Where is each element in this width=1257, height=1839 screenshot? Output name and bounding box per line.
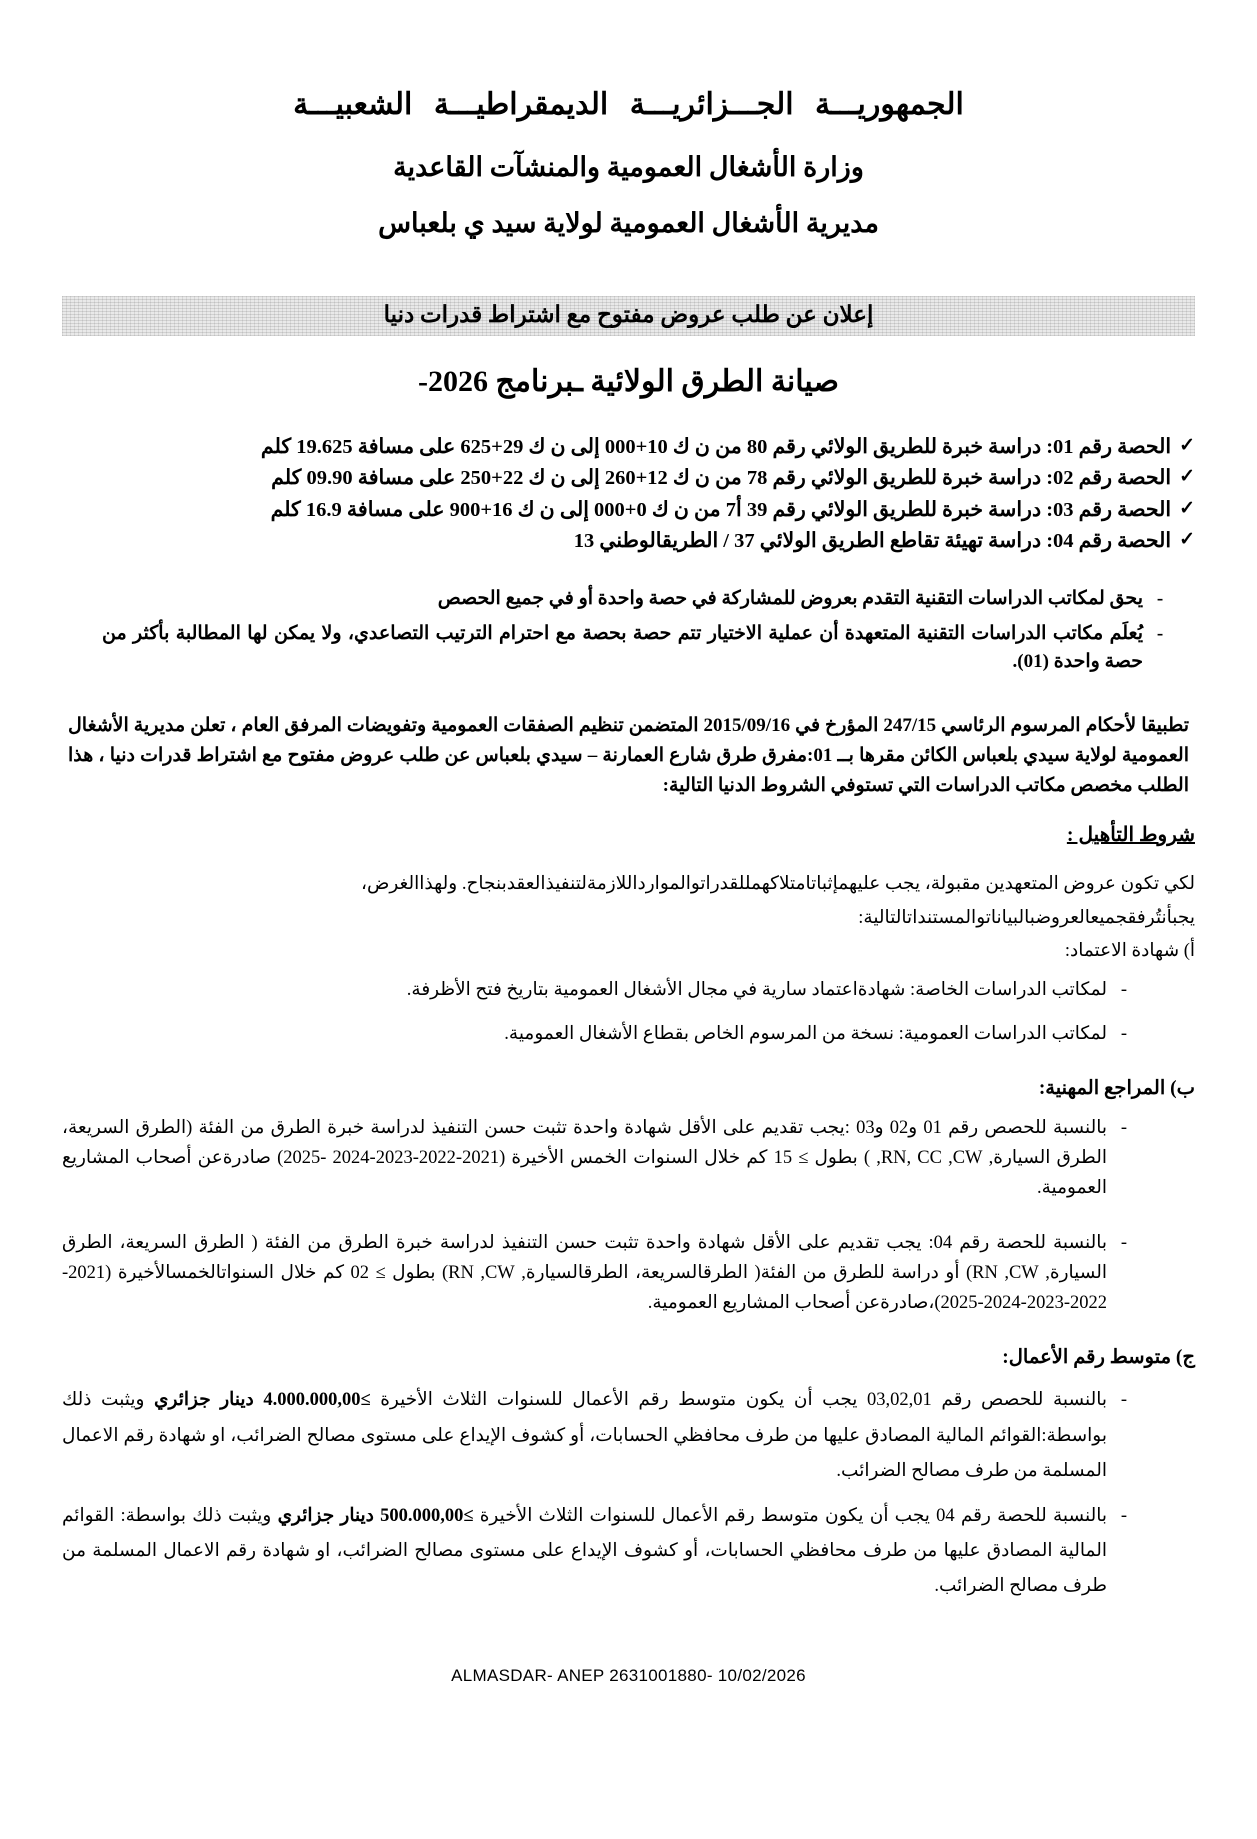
section-b-heading: ب) المراجع المهنية: xyxy=(1038,1077,1195,1099)
intro-paragraph: تطبيقا لأحكام المرسوم الرئاسي 247/15 المؤرخ في 2015/09/16 المتضمن تنظيم الصفقات العمومية وتفويضات المرفق العام ، تعلن مديرية الأشغال العمومية لولاية سيدي بلعباس الكائن مقرها بــ 01:مفرق طرق شارع العمارنة – سيدي بلعباس عن طلب عروض مفتوح مع اشتراط قدرات دنيا ، هذا الطلب مخصص مكاتب الدراسات التي تستوفي الشروط الدنيا التالية: xyxy=(68,714,1190,797)
turnover-lot-4-block xyxy=(62,1499,1107,1604)
turnover-lot-4-prefix: بالنسبة للحصة رقم 04 يجب أن يكون متوسط رقم الأعمال للسنوات الثلاث الأخيرة xyxy=(479,1505,1107,1526)
dash-bullet-icon: - xyxy=(1156,622,1164,644)
list-item xyxy=(102,620,1177,677)
list-item xyxy=(62,433,1195,461)
header-republic-line: الجمهوريـــة الجـــزائريـــة الديمقراطيـــة الشعبيـــة xyxy=(293,88,964,121)
turnover-lots-123-block xyxy=(62,1383,1107,1488)
accreditation-private-text: لمكاتب الدراسات الخاصة: شهادةاعتماد سارية في مجال الأشغال العمومية بتاريخ فتح الأظرفة. xyxy=(406,979,1107,1000)
participation-notes-list xyxy=(62,585,1195,677)
list-item xyxy=(102,585,1177,614)
lot-description: الحصة رقم 01: دراسة خبرة للطريق الولائي رقم 80 من ن ك 10+000 إلى ن ك 29+625 على مسافة 19.625 كلم xyxy=(260,436,1172,459)
lot-description: الحصة رقم 04: دراسة تهيئة تقاطع الطريق الولائي 37 / الطريقالوطني 13 xyxy=(573,529,1172,552)
announcement-banner: إعلان عن طلب عروض مفتوح مع اشتراط قدرات دنيا xyxy=(62,296,1195,336)
lot-description: الحصة رقم 03: دراسة خبرة للطريق الولائي رقم 39 أ7 من ن ك 0+000 إلى ن ك 16+900 على مسافة 16.9 كلم xyxy=(270,498,1172,521)
qualification-intro-line-2: يجبأنتُرفقجميعالعروضبالبياناتوالمستنداتالتالية: xyxy=(858,908,1195,929)
participation-note-text: يحق لمكاتب الدراسات التقنية التقدم بعروض للمشاركة في حصة واحدة أو في جميع الحصص xyxy=(437,588,1143,610)
list-item xyxy=(62,496,1195,524)
dash-bullet-icon: - xyxy=(1120,1233,1128,1254)
participation-note-text: يُعلَم مكاتب الدراسات التقنية المتعهدة أن عملية الاختيار تتم حصة بحصة مع احترام الترتيب التصاعدي، ولا يمكن لها المطالبة بأكثر من حصة واحدة (01). xyxy=(102,622,1143,673)
dash-bullet-icon: - xyxy=(1120,1505,1128,1526)
lot-description: الحصة رقم 02: دراسة خبرة للطريق الولائي رقم 78 من ن ك 12+260 إلى ن ك 22+250 على مسافة 09.90 كلم xyxy=(271,467,1172,490)
lots-list xyxy=(62,433,1195,555)
dash-bullet-icon: - xyxy=(1156,588,1164,610)
list-item xyxy=(62,464,1195,492)
qualification-intro-line-1: لكي تكون عروض المتعهدين مقبولة، يجب عليهمإثباتامتلاكهمللقدراتوالموارداللازمةلتنفيذالعقدبنجاح. ولهذاالغرض، xyxy=(361,873,1195,894)
section-a-heading: أ) شهادة الاعتماد: xyxy=(1064,940,1195,961)
dash-bullet-icon: - xyxy=(1120,1023,1128,1044)
list-item xyxy=(62,1229,1141,1319)
list-item xyxy=(62,976,1141,1006)
list-item xyxy=(62,1383,1141,1488)
turnover-lots-123-prefix: بالنسبة للحصص رقم 03,02,01 يجب أن يكون متوسط رقم الأعمال للسنوات الثلاث الأخيرة xyxy=(380,1390,1108,1411)
dash-bullet-icon: - xyxy=(1120,979,1128,1000)
checkmark-icon: ✓ xyxy=(1179,435,1195,457)
header-ministry-line: وزارة الأشغال العمومية والمنشآت القاعدية xyxy=(393,151,864,182)
list-item xyxy=(62,1114,1141,1204)
page-title: صيانة الطرق الولائية ـبرنامج 2026- xyxy=(418,365,839,399)
document-header xyxy=(62,0,1195,238)
turnover-lot-4-amount: ≥500.000,00 دينار جزائري xyxy=(277,1505,474,1526)
section-c-list xyxy=(62,1383,1195,1604)
turnover-lots-123-proof: ويثبت ذلك بواسطة:القوائم المالية المصادق عليها من طرف محافظي الحسابات، أو كشوف الإيداع على مستوى مصالح الضرائب، او شهادة رقم الاعمال المسلمة من طرف مصالح الضرائب. xyxy=(62,1390,1107,1481)
checkmark-icon: ✓ xyxy=(1179,528,1195,550)
dash-bullet-icon: - xyxy=(1120,1390,1128,1411)
accreditation-public-text: لمكاتب الدراسات العمومية: نسخة من المرسوم الخاص بقطاع الأشغال العمومية. xyxy=(504,1023,1107,1044)
footer-reference: ALMASDAR- ANEP 2631001880- 10/02/2026 xyxy=(451,1666,806,1686)
section-b-list xyxy=(62,1114,1195,1320)
dash-bullet-icon: - xyxy=(1120,1117,1128,1138)
qualification-heading: شروط التأهيل : xyxy=(1066,823,1195,846)
header-directorate-line: مديرية الأشغال العمومية لولاية سيد ي بلعباس xyxy=(378,207,879,238)
checkmark-icon: ✓ xyxy=(1179,497,1195,519)
references-lots-123-text: بالنسبة للحصص رقم 01 و02 و03 :يجب تقديم على الأقل شهادة واحدة تثبت حسن التنفيذ لدراسة خبرة الطرق من الفئة (الطرق السريعة، الطرق السيارة, RN, CC ,CW, ) بطول ≥ 15 كم خلال السنوات الخمس الأخيرة (2021-2022-2023-2024 -2025) صادرةعن أصحاب المشاريع العمومية. xyxy=(62,1117,1108,1198)
checkmark-icon: ✓ xyxy=(1179,466,1195,488)
announcement-banner-wrapper xyxy=(62,296,1195,336)
list-item xyxy=(62,527,1195,555)
list-item xyxy=(62,1499,1141,1604)
section-c-heading: ج) متوسط رقم الأعمال: xyxy=(1002,1347,1195,1369)
references-lot-4-text: بالنسبة للحصة رقم 04: يجب تقديم على الأقل شهادة واحدة تثبت حسن التنفيذ لدراسة خبرة الطرق من الفئة ( الطرق السريعة، الطرق السيارة, RN ,CW) أو دراسة للطرق من الفئة( الطرقالسريعة، الطرقالسيارة, RN ,CW) بطول ≥ 02 كم خلال السنواتالخمسالأخيرة (2021-2022-2023-2024-2025)،صادرةعن أصحاب المشاريع العمومية. xyxy=(62,1233,1108,1314)
turnover-lots-123-amount: ≥4.000.000,00 دينار جزائري xyxy=(154,1390,371,1411)
list-item xyxy=(62,1020,1141,1050)
section-a-list xyxy=(62,976,1195,1050)
turnover-lot-4-proof: ويثبت ذلك بواسطة: القوائم المالية المصادق عليها من طرف محافظي الحسابات، أو كشوف الإيداع على مستوى مصالح الضرائب، او شهادة رقم الاعمال المسلمة من طرف مصالح الضرائب. xyxy=(62,1505,1107,1597)
